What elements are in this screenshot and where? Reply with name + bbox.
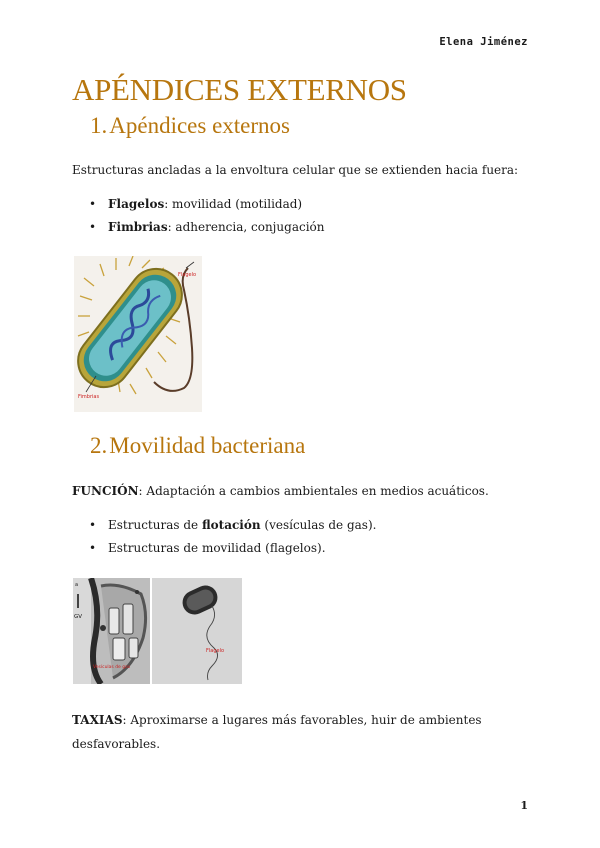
- gas-vesicles-image: [73, 578, 150, 684]
- section-1-list: [72, 196, 324, 242]
- list-item-text: : adherencia, conjugación: [167, 220, 325, 234]
- section-1-heading: [90, 113, 290, 139]
- list-item-term: Flagelos: [108, 197, 165, 211]
- list-item-text: : movilidad (motilidad): [164, 197, 303, 211]
- author-header: Elena Jiménez: [439, 36, 528, 48]
- flagellum-micrograph: [152, 578, 242, 684]
- list-item-term: Fimbrias: [108, 220, 168, 234]
- bacterium-illustration: [74, 256, 202, 412]
- list-item-text: Estructuras de: [108, 518, 202, 532]
- bacterium-drawing: [74, 256, 202, 412]
- gas-vesicles-micrograph: [73, 578, 150, 684]
- taxias-paragraph: [72, 708, 492, 756]
- section-2-list: [72, 517, 376, 563]
- list-item: [72, 219, 324, 242]
- section-2-heading: [90, 433, 305, 459]
- page-number: 1: [520, 799, 528, 812]
- section-1-intro: Estructuras ancladas a la envoltura celular que se extienden hacia fuera:: [72, 163, 519, 177]
- taxias-term: TAXIAS: [72, 713, 123, 727]
- list-item-text: Estructuras de movilidad (flagelos).: [108, 541, 326, 555]
- list-item: [72, 517, 376, 540]
- label-fimbrias: Fimbrias: [78, 394, 100, 400]
- label-a: a: [75, 582, 79, 588]
- section-2-number: 2.: [90, 433, 108, 458]
- funcion-paragraph: [72, 483, 489, 500]
- page-title: APÉNDICES EXTERNOS: [72, 72, 407, 107]
- list-item: [72, 540, 376, 563]
- list-item-text: (vesículas de gas).: [260, 518, 377, 532]
- funcion-text: : Adaptación a cambios ambientales en medios acuáticos.: [138, 484, 489, 498]
- section-2-title: Movilidad bacteriana: [109, 433, 306, 458]
- flagellum-image: [152, 578, 242, 684]
- taxias-text: : Aproximarse a lugares más favorables, huir de ambientes desfavorables.: [72, 713, 482, 751]
- funcion-term: FUNCIÓN: [72, 484, 139, 498]
- label-vesiculas: Vesículas de gas: [93, 665, 131, 670]
- list-item-term: flotación: [201, 518, 261, 532]
- section-1-title: Apéndices externos: [109, 113, 290, 138]
- label-gv: GV: [74, 614, 83, 620]
- label-flagelo: Flagelo: [178, 272, 197, 278]
- section-1-number: 1.: [90, 113, 108, 138]
- list-item: [72, 196, 324, 219]
- label-flagelo-2: Flagelo: [206, 648, 225, 654]
